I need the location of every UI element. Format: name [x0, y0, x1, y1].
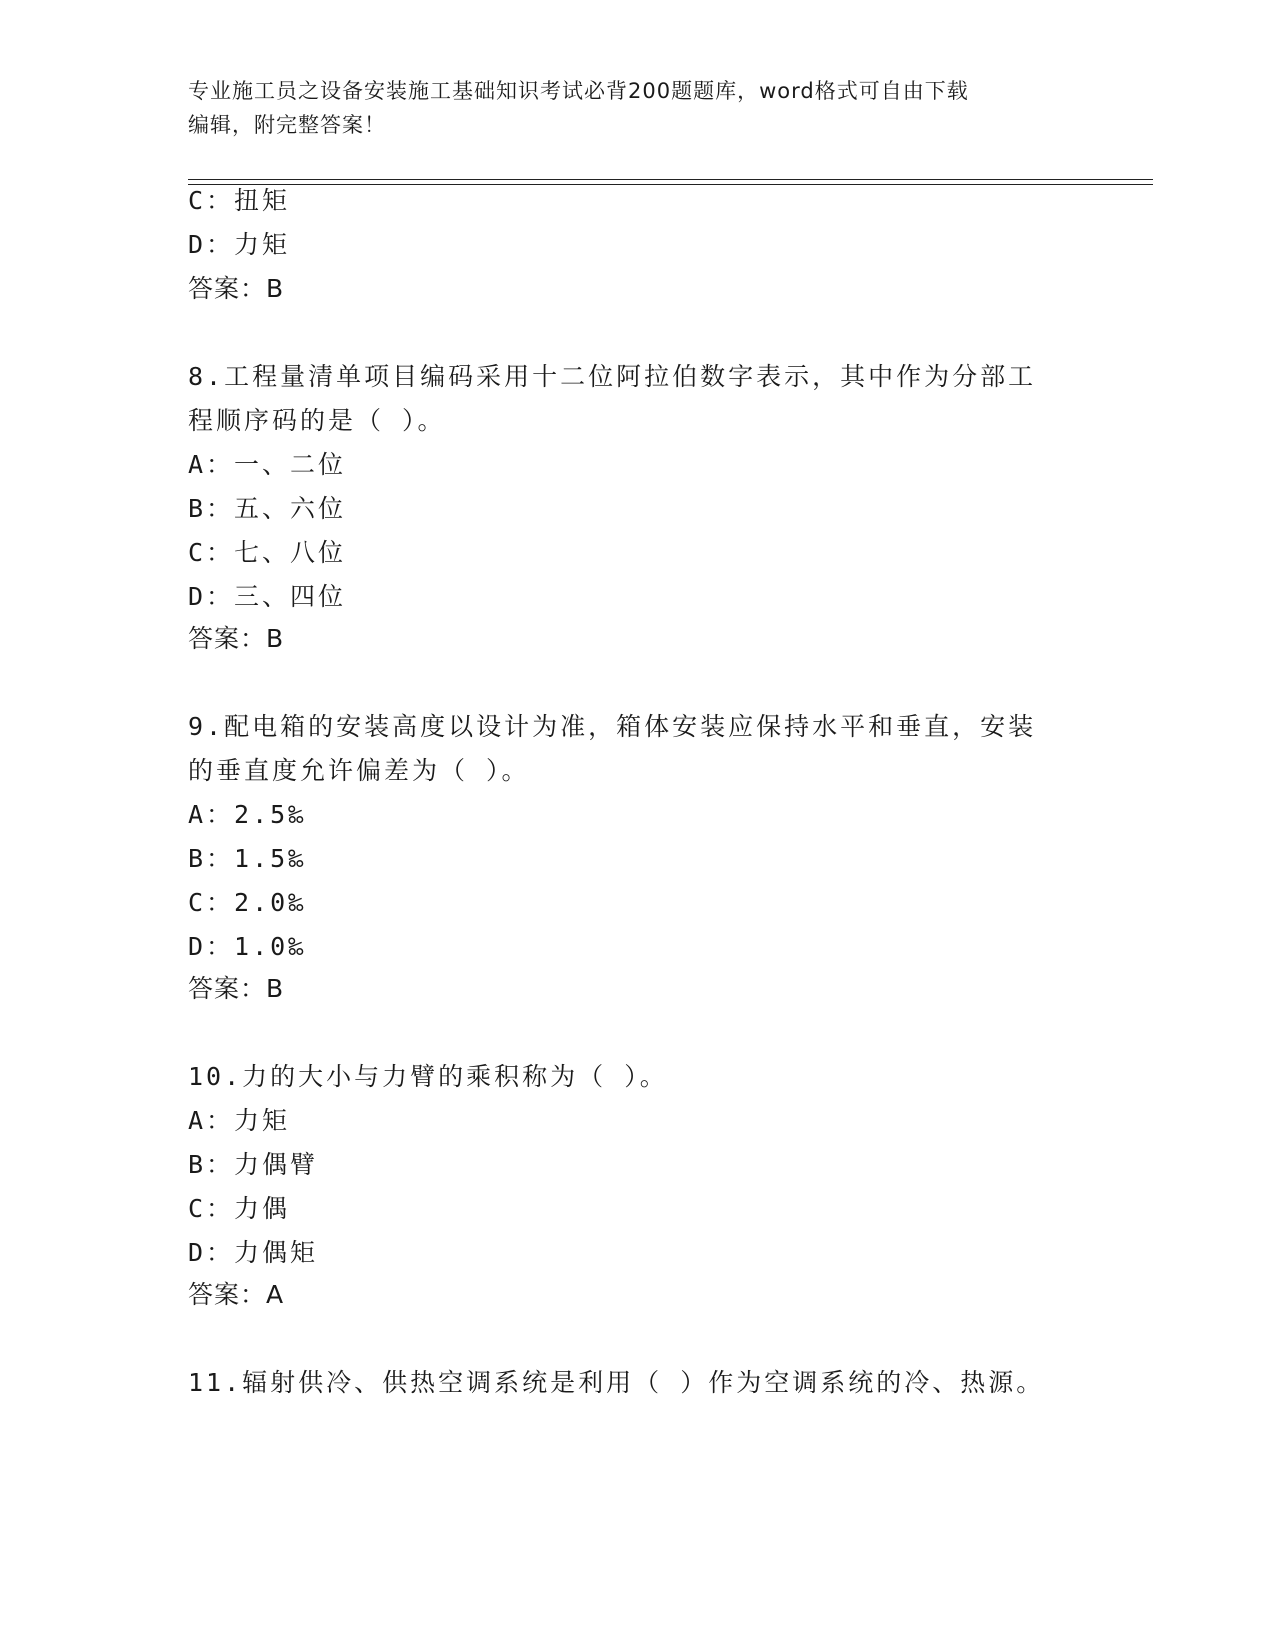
option-a: A：一、二位 — [188, 450, 347, 479]
option-b: B：五、六位 — [188, 494, 347, 523]
option-a: A：力矩 — [188, 1106, 291, 1135]
option-c: C：扭矩 — [188, 186, 291, 215]
option-c: C：力偶 — [188, 1194, 291, 1223]
answer-line: 答案：A — [188, 1280, 285, 1309]
option-d: D：力矩 — [188, 230, 291, 259]
option-c: C：七、八位 — [188, 538, 347, 567]
option-d: D：三、四位 — [188, 582, 347, 611]
answer-line: 答案：B — [188, 624, 285, 653]
option-d: D：力偶矩 — [188, 1238, 319, 1267]
question-text-continued: 程顺序码的是（ ）。 — [188, 406, 446, 435]
option-d: D：1.0‰ — [188, 932, 307, 961]
option-b: B：力偶臂 — [188, 1150, 319, 1179]
answer-line: 答案：B — [188, 974, 285, 1003]
question-text: 11.辐射供冷、供热空调系统是利用（ ）作为空调系统的冷、热源。 — [188, 1368, 1045, 1397]
document-title — [188, 74, 1088, 142]
question-text: 8.工程量清单项目编码采用十二位阿拉伯数字表示，其中作为分部工 — [188, 362, 1037, 391]
answer-line: 答案：B — [188, 274, 285, 303]
question-text: 10.力的大小与力臂的乘积称为（ ）。 — [188, 1062, 668, 1091]
question-text-continued: 的垂直度允许偏差为（ ）。 — [188, 756, 530, 785]
option-b: B：1.5‰ — [188, 844, 307, 873]
title-line-2: 编辑，附完整答案！ — [188, 113, 386, 137]
option-a: A：2.5‰ — [188, 800, 307, 829]
title-line-1: 专业施工员之设备安装施工基础知识考试必背200题题库，word格式可自由下载 — [188, 79, 969, 103]
header-divider-bottom — [188, 184, 1153, 185]
question-text: 9.配电箱的安装高度以设计为准，箱体安装应保持水平和垂直，安装 — [188, 712, 1037, 741]
header-divider-top — [188, 179, 1153, 180]
option-c: C：2.0‰ — [188, 888, 307, 917]
